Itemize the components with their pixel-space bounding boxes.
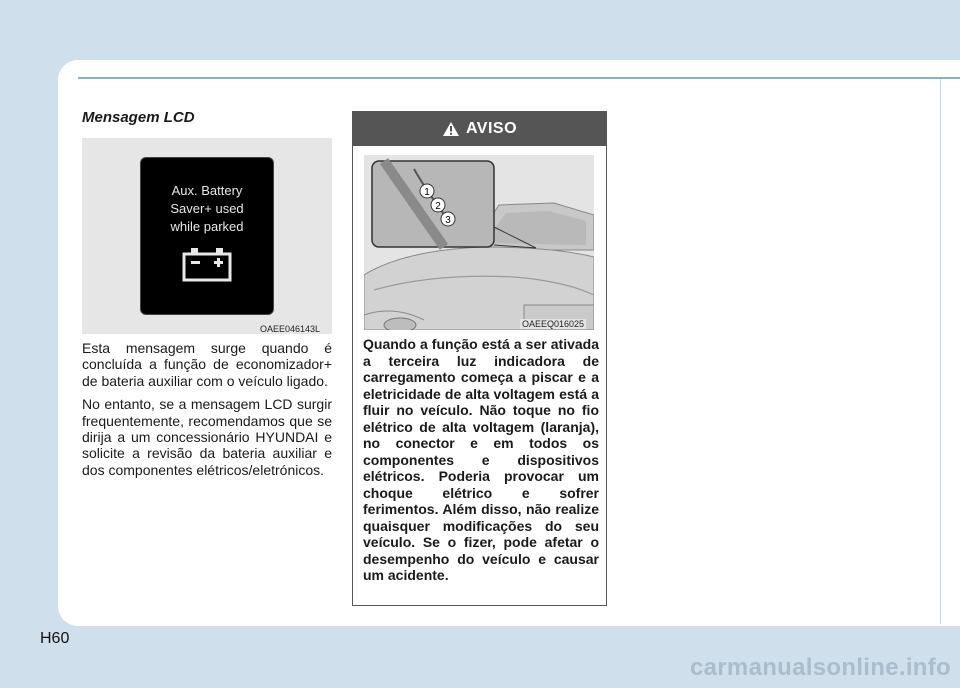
callout-label: 1 <box>424 187 430 198</box>
callout-label: 2 <box>435 201 441 212</box>
warning-heading: AVISO <box>465 120 518 137</box>
watermark: carmanualsonline.info <box>690 654 952 681</box>
figure-code: OAEE046143L <box>260 324 321 334</box>
warning-text: Quando a função está a ser ativada a terceira luz indicadora de carregamento começa a piscar e a eletricidade de alta voltagem está a fluir no veículo. Não toque no fio elétrico de alta voltagem (laranja), no conector e em todos os componentes e dispositivos elétricos. Poderia provocar um choque elétrico e sofrer ferimentos. Além disso, não realize quaisquer modificações do seu veículo. Se o fizer, pode afetar o desempenho do veículo e causar um acidente. <box>363 336 599 583</box>
section-title: Mensagem LCD <box>82 109 195 126</box>
margin-rule <box>940 79 941 624</box>
paragraph: Esta mensagem surge quando é concluída a função de economizador+ de bateria auxiliar com o veículo ligado. <box>82 340 332 389</box>
callout-label: 3 <box>445 215 451 226</box>
lcd-message-figure <box>82 138 332 334</box>
warning-triangle-icon <box>442 121 460 137</box>
callout-3 <box>440 211 456 227</box>
page-number: H60 <box>40 630 70 647</box>
body-text <box>82 340 332 485</box>
lcd-screen <box>140 157 274 315</box>
paragraph: No entanto, se a mensagem LCD surgir frequentemente, recomendamos que se dirija a um concessionário HYUNDAI e solicite a revisão da bateria auxiliar e dos componentes elétricos/eletrónicos. <box>82 396 332 478</box>
warning-box <box>352 111 607 606</box>
header-rule <box>78 77 960 79</box>
figure-code: OAEEQ016025 <box>522 319 585 329</box>
lcd-screen-text: Aux. Battery Saver+ used while parked <box>170 183 244 234</box>
car-hood-figure <box>364 155 594 330</box>
battery-icon <box>181 246 233 282</box>
car-hood-illustration <box>364 155 594 330</box>
warning-header <box>353 112 606 146</box>
